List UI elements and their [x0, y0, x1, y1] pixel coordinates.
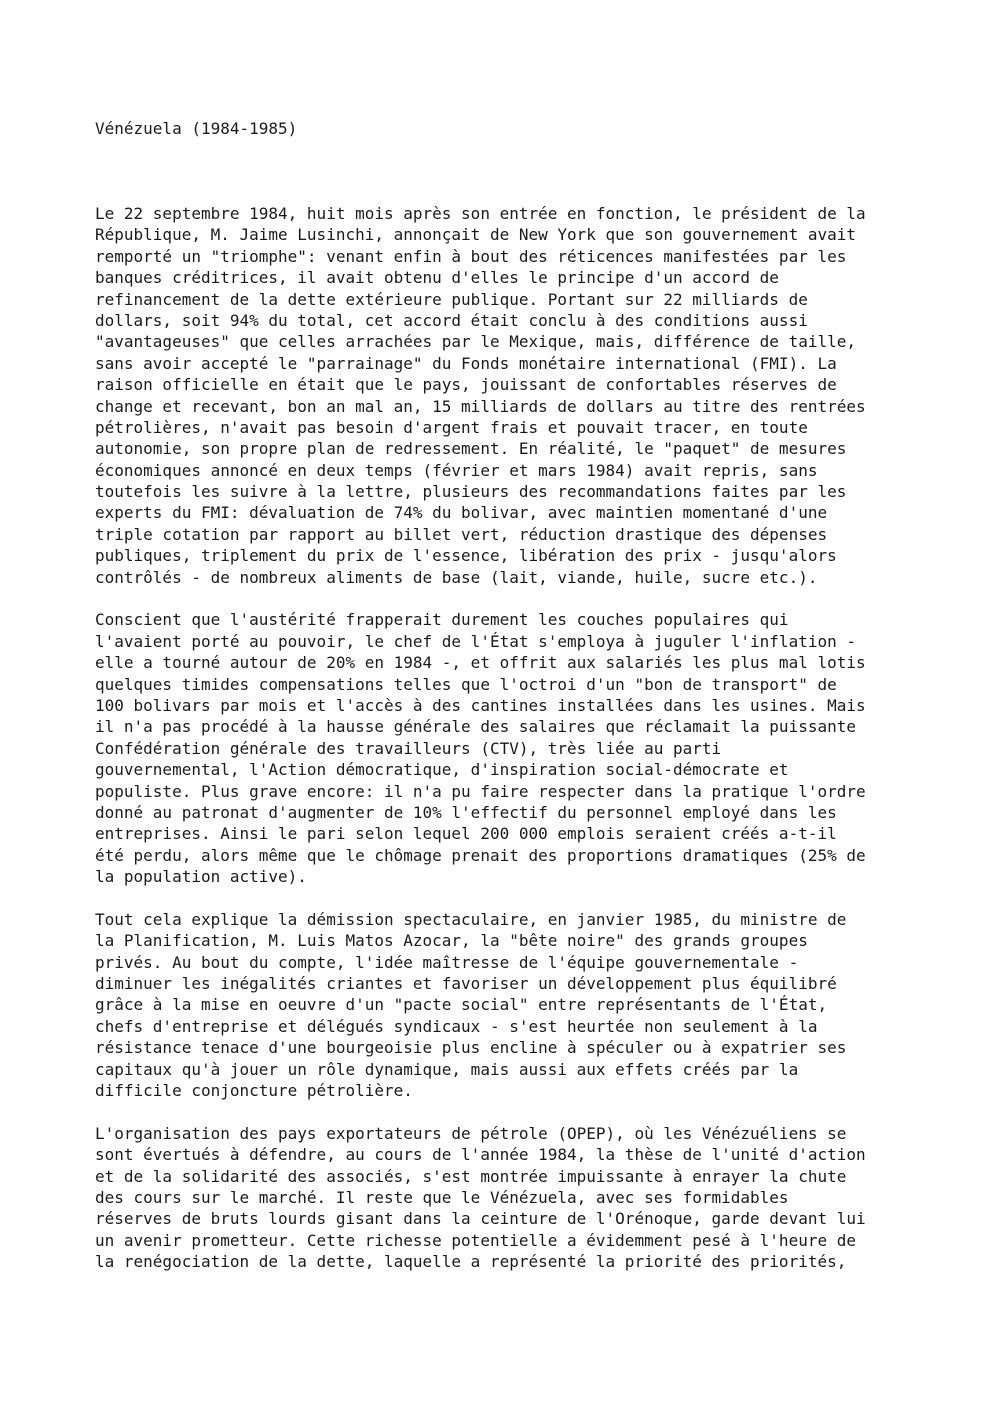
text-line: diminuer les inégalités criantes et favoriser un développement plus équilibré: [95, 974, 837, 994]
text-line: résistance tenace d'une bourgeoisie plus encline à spéculer ou à expatrier ses: [95, 1038, 847, 1058]
text-line: remporté un "triomphe": venant enfin à bout des réticences manifestées par les: [95, 246, 847, 266]
text-line: été perdu, alors même que le chômage prenait des proportions dramatiques (25% de: [95, 845, 866, 865]
text-line: pétrolières, n'avait pas besoin d'argent frais et pouvait tracer, en toute: [95, 417, 808, 437]
text-line: difficile conjoncture pétrolière.: [95, 1081, 413, 1101]
text-line: capitaux qu'à jouer un rôle dynamique, mais aussi aux effets créés par la: [95, 1059, 799, 1079]
text-line: réserves de bruts lourds gisant dans la ceinture de l'Orénoque, garde devant lui: [95, 1209, 866, 1229]
text-line: donné au patronat d'augmenter de 10% l'effectif du personnel employé dans les: [95, 802, 837, 822]
text-line: toutefois les suivre à la lettre, plusieurs des recommandations faites par les: [95, 482, 847, 502]
text-line: Conscient que l'austérité frapperait durement les couches populaires qui: [95, 610, 789, 630]
text-line: experts du FMI: dévaluation de 74% du bolivar, avec maintien momentané d'une: [95, 503, 828, 523]
text-line: la renégociation de la dette, laquelle a représenté la priorité des priorités,: [95, 1252, 847, 1272]
text-line: privés. Au bout du compte, l'idée maîtresse de l'équipe gouvernementale -: [95, 952, 799, 972]
text-line: Tout cela explique la démission spectaculaire, en janvier 1985, du ministre de: [95, 909, 847, 929]
text-line: et de la solidarité des associés, s'est montrée impuissante à enrayer la chute: [95, 1166, 847, 1186]
text-line: dollars, soit 94% du total, cet accord était conclu à des conditions aussi: [95, 310, 808, 330]
text-line: grâce à la mise en oeuvre d'un "pacte social" entre représentants de l'État,: [95, 995, 828, 1015]
text-line: gouvernemental, l'Action démocratique, d'inspiration social-démocrate et: [95, 760, 789, 780]
paragraph: [95, 609, 915, 887]
text-line: sans avoir accepté le "parrainage" du Fonds monétaire international (FMI). La: [95, 353, 837, 373]
text-line: triple cotation par rapport au billet vert, réduction drastique des dépenses: [95, 524, 828, 544]
text-line: la population active).: [95, 867, 307, 887]
text-line: elle a tourné autour de 20% en 1984 -, et offrit aux salariés les plus mal lotis: [95, 653, 866, 673]
text-line: Confédération générale des travailleurs (CTV), très liée au parti: [95, 738, 722, 758]
text-line: Le 22 septembre 1984, huit mois après son entrée en fonction, le président de la: [95, 204, 866, 223]
text-line: L'organisation des pays exportateurs de pétrole (OPEP), où les Vénézuéliens se: [95, 1123, 847, 1143]
text-line: économiques annoncé en deux temps (février et mars 1984) avait repris, sans: [95, 460, 818, 480]
document-body: [95, 203, 915, 1294]
text-line: autonomie, son propre plan de redressement. En réalité, le "paquet" de mesures: [95, 439, 847, 459]
text-line: chefs d'entreprise et délégués syndicaux - s'est heurtée non seulement à la: [95, 1016, 818, 1036]
text-line: la Planification, M. Luis Matos Azocar, la "bête noire" des grands groupes: [95, 931, 808, 951]
paragraph: [95, 203, 915, 588]
text-line: contrôlés - de nombreux aliments de base (lait, viande, huile, sucre etc.).: [95, 567, 818, 587]
text-line: quelques timides compensations telles que l'octroi d'un "bon de transport" de: [95, 674, 837, 694]
text-line: sont évertués à défendre, au cours de l'année 1984, la thèse de l'unité d'action: [95, 1145, 866, 1165]
text-line: populiste. Plus grave encore: il n'a pu faire respecter dans la pratique l'ordre: [95, 781, 866, 801]
text-line: banques créditrices, il avait obtenu d'elles le principe d'un accord de: [95, 268, 779, 288]
text-line: entreprises. Ainsi le pari selon lequel 200 000 emplois seraient créés a-t-il: [95, 824, 837, 844]
text-line: change et recevant, bon an mal an, 15 milliards de dollars au titre des rentrées: [95, 396, 866, 416]
text-line: il n'a pas procédé à la hausse générale des salaires que réclamait la puissante: [95, 717, 856, 737]
text-line: 100 bolivars par mois et l'accès à des cantines installées dans les usines. Mais: [95, 695, 866, 715]
document-title: Vénézuela (1984-1985): [95, 119, 298, 138]
paragraph: [95, 1123, 915, 1273]
text-line: raison officielle en était que le pays, jouissant de confortables réserves de: [95, 375, 837, 395]
text-line: des cours sur le marché. Il reste que le Vénézuela, avec ses formidables: [95, 1187, 789, 1207]
text-line: refinancement de la dette extérieure publique. Portant sur 22 milliards de: [95, 289, 808, 309]
text-line: un avenir prometteur. Cette richesse potentielle a évidemment pesé à l'heure de: [95, 1230, 856, 1250]
text-line: l'avaient porté au pouvoir, le chef de l'État s'employa à juguler l'inflation -: [95, 631, 856, 651]
text-line: publiques, triplement du prix de l'essence, libération des prix - jusqu'alors: [95, 546, 837, 566]
text-line: "avantageuses" que celles arrachées par le Mexique, mais, différence de taille,: [95, 332, 856, 352]
paragraph: [95, 909, 915, 1102]
text-line: République, M. Jaime Lusinchi, annonçait de New York que son gouvernement avait: [95, 225, 856, 245]
